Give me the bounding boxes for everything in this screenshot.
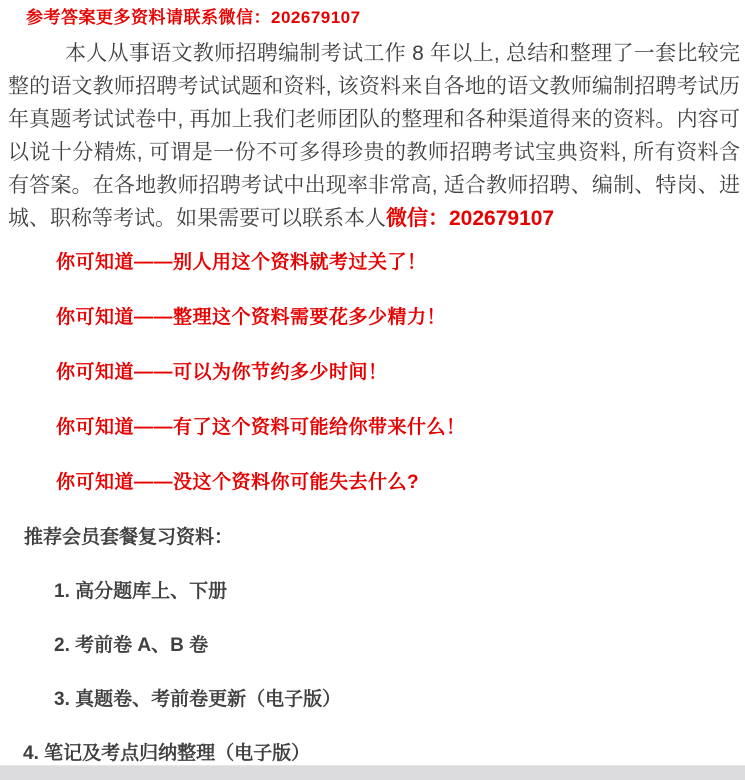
- slogan-line: 你可知道——别人用这个资料就考过关了！: [56, 252, 427, 273]
- slogan-line: 你可知道——没这个资料你可能失去什么?: [56, 472, 420, 493]
- wechat-contact: 微信：202679107: [386, 207, 555, 230]
- slogan-line: 你可知道——有了这个资料可能给你带来什么！: [56, 417, 466, 438]
- package-list: [0, 580, 745, 766]
- slogan-line: 你可知道——整理这个资料需要花多少精力！: [56, 307, 447, 328]
- slogan-list: [0, 251, 745, 495]
- recommend-heading: 推荐会员套餐复习资料：: [24, 527, 234, 548]
- intro-text: 本人从事语文教师招聘编制考试工作 8 年以上, 总结和整理了一套比较完整的语文教师招聘考试试题和资料, 该资料来自各地的语文教师编制招聘考试历年真题考试试卷中, 再加上我们老师团队的整理和各种渠道得来的资料。内容可以说十分精炼, 可谓是一份不可多得珍贵的教师招聘考试宝典资料, 所有资料含有答案。在各地教师招聘考试中出现率非常高, 适合教师招聘、编制、特岗、进城、职称等考试。如果需要可以联系本人: [8, 42, 740, 230]
- contact-header: 参考答案更多资料请联系微信：202679107: [26, 8, 361, 27]
- horizontal-scrollbar[interactable]: [0, 765, 745, 780]
- package-item: 2. 考前卷 A、B 卷: [54, 635, 209, 656]
- intro-paragraph: [8, 37, 740, 235]
- package-item: 4. 笔记及考点归纳整理（电子版）: [23, 743, 311, 764]
- slogan-line: 你可知道——可以为你节约多少时间！: [56, 362, 388, 383]
- package-item: 3. 真题卷、考前卷更新（电子版）: [54, 689, 342, 710]
- package-item: 1. 高分题库上、下册: [54, 581, 228, 602]
